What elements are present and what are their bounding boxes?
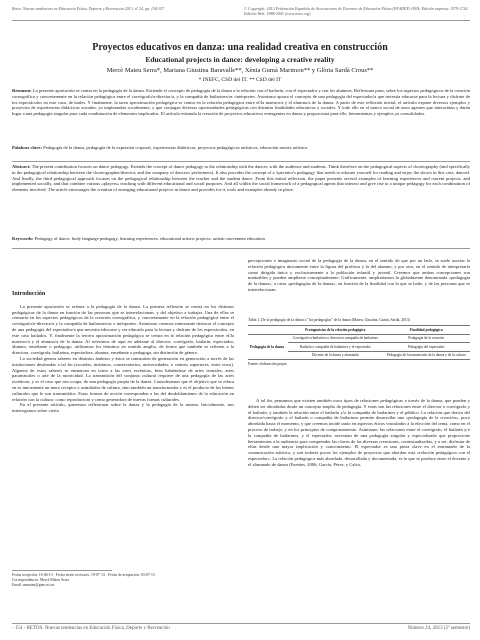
footnote-block [12, 573, 232, 588]
left-column [12, 286, 234, 564]
intro-paragraph-1: La presente aportación se orienta a la pedagogía de la danza. La primera reflexión se centra en los distintos pedagógicas de la danza en función de las personas que se interrelacionan, y del objetivo a trabajar. Una de ellas se centraría en los aspectos pedagógicos de la creación coreográfica, y concretamente en la relación pedagógica entre el coreógrafo/a-director/a y la compañía de bailarines/as o intérpretes. Asimismo creemos interesante destacar el concepto de una pedagogía del espectador/a que necesita educarse y ser educado para la lectura y disfrute de los espectáculos, en este caso bailados. Y, finalmente la tercera aproximación pedagógica se centra en la relación pedagógica entre el/la maestro/a y el alumno/a de la danza. Al referirnos de aquí en adelante al director, coreógrafo, bailarín, espectador, alumno, enseñante o pedagogo, utilizamos los términos en sentido amplio, de forma que también se refieren a la directora, coreógrafa, bailarina, espectadora, alumna, enseñante o pedagoga, sin distinción de género. [12, 303, 234, 356]
author-list: Mercè Mateu Serra*, Mariana Giustina Baravalle**, Xènia Gumà Marimon** y Glòria Sardà Crous** [106, 67, 374, 74]
abstract-block [12, 164, 470, 234]
resumen-label: Resumen: [12, 88, 32, 93]
table-header-row [248, 326, 470, 335]
footer-divider [12, 623, 470, 624]
article-title: Proyectos educativos en danza: una realidad creativa en construcción [92, 42, 388, 53]
abstract-text: The present contribution focuses on dance pedagogy. Extends the concept of dance pedagogy to the relationship with the dancer, with the audience and students. Think therefore on the pedagogical aspects of choreography (and specifically in the pedagogical relationship between the choreographer/director, and the company of dancers/ performers). It also provides the concept of a 'spectator's pedagogy' that needs to educate yourself for reading and enjoy the shows in this case, danced. And finally, the third pedagogical approach focuses on the pedagogical relationship between the teacher and the student dance. From this initial reflection, the paper presents several examples of learning experiences and current projects, and implemented socially, and that combine various «players» teaching with different educational and social purposes. And all within the social framework of a pedagogical agents that interact and give rise to a unique pedagogy for each combination of elements involved. The article encourages the creation of emerging educational projects in dance and provides for it, tools and examples already in place. [12, 164, 470, 193]
table-source: Fuente: elaboración propia [248, 362, 287, 367]
intro-paragraph-2: La sociedad genera saberes en distintos ámbitos y éstos se transmiten de generación en generación a través de las instituciones destinadas a tal fin (escuelas, institutos, conservatorios, universidades, o centros superiores, entre otros). Algunos de estos saberes se enmarcan en torno a las artes escénicas, bien habiéndose de artes teatrales, artes parateatrales o arte de la motricidad. La transmisión del conjunto cultural requiere de una pedagogía de las artes escénicas, y es el caso que nos ocupa, de una pedagogía propia de la danza. Consideramos que el objetivo que se educa en es únicamente un mero receptor y asimilador de cultura, sino también un transformador y es el producto de los bienes culturales que le son transmitidos. Estas formas de acción corresponden a las del desdoblamiento de la educación en relación con la cultura: como reproductora y como generadora de nuevas formas culturales. [12, 355, 234, 402]
copyright-notice: © Copyright: 2013 Federación Española de Asociaciones de Docentes de Educación Física (FEADEF) ISSN: Edición impresa: 1579-1726. Edición Web: 1988-2041 (www.retos.org) [244, 6, 469, 16]
table-header-cell: Finalidad pedagógica [382, 326, 470, 335]
table-row [248, 334, 470, 343]
table-1 [248, 318, 470, 367]
table-cell: Pedagogía de la creación [382, 334, 470, 343]
footer-right: Número 24, 2013 (2º semestre) [407, 626, 470, 631]
right-column-bottom [248, 398, 470, 620]
table-caption: Tabla 1. De la pedagogía de la danza a "las pedagogías" de la danza (Mateu, Giustina, Gumà, Sardà, 2013) [248, 318, 410, 322]
section-heading-introduccion: Introducción [12, 291, 46, 297]
abstract-divider [12, 161, 470, 162]
keywords-label: Keywords: [12, 236, 34, 241]
footnote-divider [12, 570, 112, 571]
table-header-cell [248, 326, 288, 335]
keywords-block [12, 236, 470, 243]
keywords-divider [12, 248, 470, 249]
author-affiliation: * INEFC, CSD del IT. ** CSD del IT [198, 77, 282, 83]
table-cell: Pedagogía de la transmisión de la danza y de la cultura [382, 351, 470, 360]
article-subtitle: Educational projects in dance: developing a creative reality [145, 55, 335, 64]
intro-paragraph-3: En el presente artículo, queremos reflexionar sobre la danza y la pedagogía de la misma. Inicialmente, nos interrogamos sobre cierta [12, 402, 234, 414]
footnote-email: Email: mmateu@gencat.cat [12, 583, 55, 587]
resumen-block [12, 88, 470, 144]
pedagogy-table [248, 325, 470, 360]
keywords-text: Pedagogy of dance, body language pedagogy, learning experiences, educational artistic projects, artistic movement education [34, 236, 265, 241]
abstract-label: Abstract: [12, 164, 31, 169]
footer-left: - 154 - RETOS. Nuevas tendencias en Educación Física, Deporte y Recreación [12, 626, 170, 631]
footnote-dates: Fecha recepción: 16-06-13 · Fecha envío revisores: 19-07-13 · Fecha de aceptación: 03-07-13 [12, 573, 155, 577]
palabras-clave-block [12, 145, 470, 158]
header-divider [12, 20, 470, 21]
footnote-correspondence: Correspondencia: Mercè Mateu Serra [12, 578, 70, 582]
palabras-clave-label: Palabras clave: [12, 145, 42, 150]
journal-citation: Retos. Nuevas tendencias en Educación Física, Deporte y Recreación 2013, nº 24, pp. 154-157 [12, 6, 165, 11]
right-column-paragraph-2: A tal fin, pensamos que existen también otros tipos de relaciones pedagógicas a través de la danza, que pueden y deben ser abordadas desde un concepto amplio de pedagogía. Y estas son las relaciones entre el director o coreógrafo y el bailarín, y también la relación entre el bailarín y/o la compañía de bailarines y el público. La relación que deriva del director/coreógrafo y el bailarín o compañía de bailarines permite desarrollar una «pedagogía de la creación», poco abordada hasta el momento, y que creemos incide tanto en aspectos éticos vinculados a la elección del tema, como en el proceso de trabajo, y en los principios de comportamiento. Asimismo, las relaciones entre el coreógrafo, el bailarín y/o la compañía de bailarines, y el espectador, necesitan de una pedagogía singular y especializada que proporcione herramientas a la audiencia para comprender las claves de las diversas creaciones, contextualizarlas, y a ser, disfrutar de ellas desde una mayor implicación y conocimiento. El espectador es una pieza clave en el entramado de la comunicación artística, y son todavía pocos los ejemplos de proyectos que abordan esta «relación pedagógica con el espectador». La relación pedagógica más abordada, desarrollada y documentada, es la que se produce entre el docente y el alumnado de danza (Fuentes, 2006; García, Pérez, y Calvo, [248, 398, 470, 467]
table-cell: Pedagogía del espectador [382, 343, 470, 352]
table-header-cell: Protagonistas de la relación pedagógica [288, 326, 382, 335]
table-cell: Coreógrafo/a-bailarín/a o director/a compañía de bailarines [288, 334, 382, 343]
resumen-text: La presente aportación se centra en la pedagogía de la danza. Extiende el concepto de pedagogía de la danza a la relación con el bailarín, con el espectador y con los alumnos. Reflexiona pues, sobre los aspectos pedagógicos de la creación coreográfica y concretamente en la relación pedagógica entre el coreógrafo/a-director/a, y la compañía de bailarines/as -intérpretes. Asimismo aporta el concepto de una pedagogía del espectador/a que necesita educarse para la lectura y disfrute de los espectáculos en este caso, de bailes. Y finalmente, la tarea aproximación pedagógica se centra en la relación pedagógica entre el/la maestro/a y el alumno/a de la danza. A partir de este reflexión inicial, el artículo expone diversos ejemplos y proyectos de experiencias didácticas actuales, ya implantadas socialmente, y que conjugan diversas oportunidades pedagógicas con distintas finalidades educativas y sociales. Y todo ello en el marco social de unos agentes que interactúan y darán lugar a una pedagogía singular para cada combinación de elementos implicados. El artículo estimula la creación de proyectos educativos emergentes en danza y proporciona para ello, herramientas y ejemplos ya consolidados. [12, 88, 470, 117]
table-row-head: Pedagogía de la danza [248, 334, 288, 360]
palabras-clave-text: Pedagogía de la danza, pedagogía de la expresión corporal, experiencias didácticas, proyectos pedagógicos artísticos, educación motriz artística [43, 145, 308, 150]
table-cell: Bailarín o compañía de bailarines y el espectador [288, 343, 382, 352]
table-cell: Docente de la danza y alumnado [288, 351, 382, 360]
right-column-paragraph-1: percepciones e imaginario social de la pedagogía de la danza, en el sentido de que por un lado, se suele asociar la relación pedagógica únicamente entre la figura del profesor y la del alumno, y por otro, en el sentido de interpretarla como dirigida única y exclusivamente a la población infantil y juvenil. Creemos que ambas concepciones son matizables y pueden ampliarse conceptualmente. Gráficamente, ampliaríamos la globalmente denominada «pedagogía de la danza», a otras «pedagogías de la danza», en función de la finalidad con la que se baile, y de las personas que se interrelacionan. [248, 258, 470, 292]
right-column-top [248, 258, 470, 316]
